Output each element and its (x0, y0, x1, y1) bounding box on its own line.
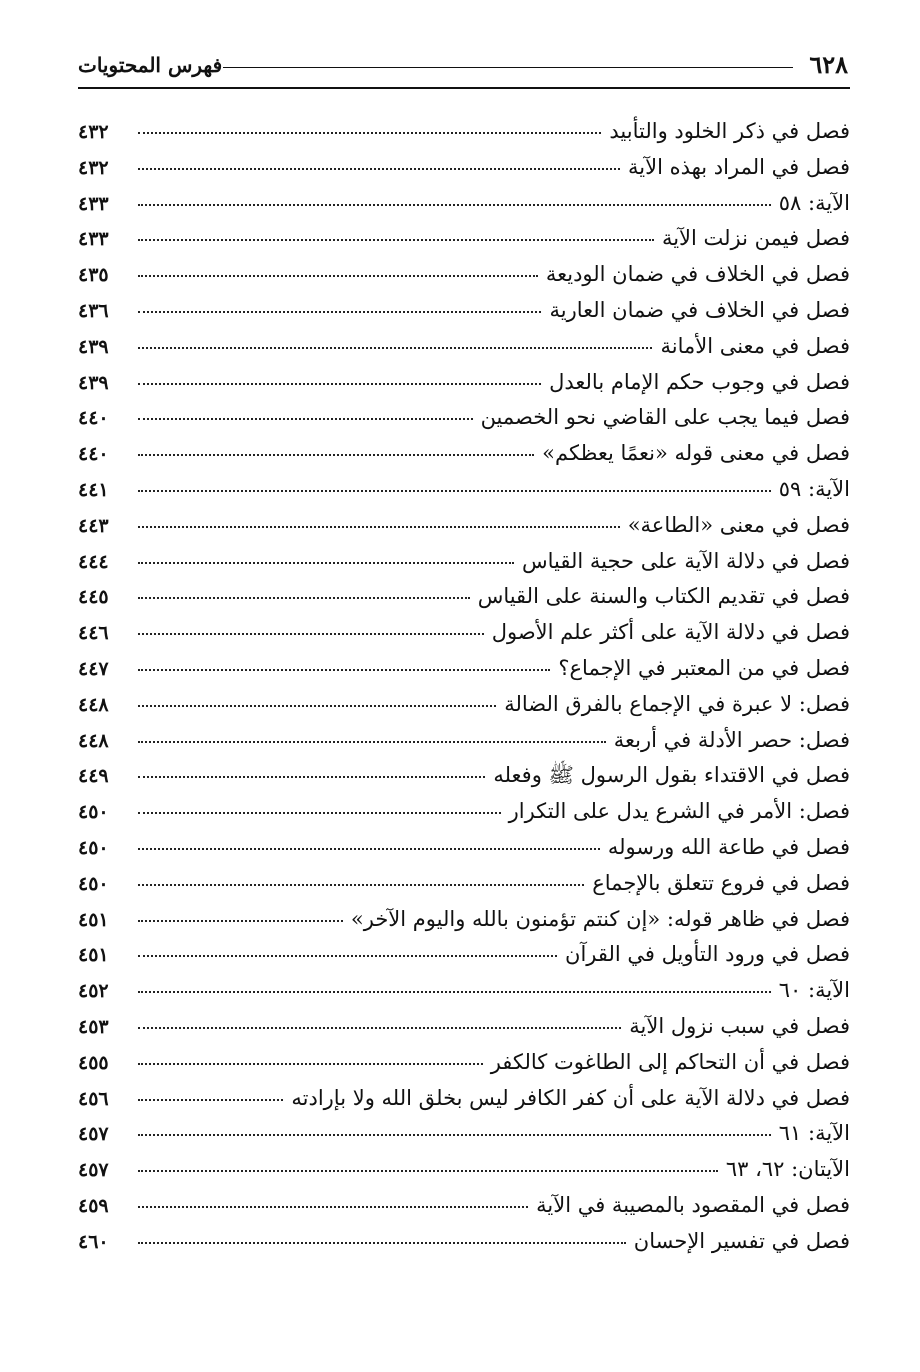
toc-entry (78, 438, 850, 474)
toc-entry-page: ٤٤٤ (78, 550, 109, 573)
toc-entry (78, 367, 850, 403)
toc-entry (78, 546, 850, 582)
toc-entry-page: ٤٤٨ (78, 729, 109, 752)
toc-entry-page: ٤٣٢ (78, 121, 109, 143)
toc-entry-title: فصل في من المعتبر في الإجماع؟ (558, 655, 850, 680)
header-divider (223, 67, 793, 68)
toc-entry-title: فصل في المراد بهذه الآية (627, 154, 850, 179)
toc-entry-page: ٤٤٣ (78, 514, 109, 537)
toc-entry (78, 259, 850, 295)
toc-entry (78, 1047, 850, 1083)
dot-leader (138, 416, 473, 420)
dot-leader (138, 166, 620, 170)
dot-leader (138, 739, 606, 743)
toc-entry (78, 152, 850, 188)
toc-entry (78, 725, 850, 761)
dot-leader (138, 309, 541, 313)
toc-entry-title: فصل في دلالة الآية على أكثر علم الأصول (491, 620, 850, 645)
toc-entry (78, 832, 850, 868)
toc-entry (78, 1226, 850, 1262)
toc-entry-title: فصل في أن التحاكم إلى الطاغوت كالكفر (490, 1049, 850, 1074)
dot-leader (138, 667, 550, 671)
toc-entry (78, 617, 850, 653)
toc-entry-page: ٤٥٩ (78, 1194, 109, 1217)
toc-entry (78, 1011, 850, 1047)
toc-entry-page: ٤٤٥ (78, 586, 109, 609)
toc-entry-title: الآية: ٥٨ (778, 190, 850, 215)
dot-leader (138, 560, 514, 564)
toc-entry-page: ٤٥٦ (78, 1087, 109, 1110)
toc-entry-title: فصل في ذكر الخلود والتأبيد (609, 119, 850, 143)
toc-entry-title: فصل في تقديم الكتاب والسنة على القياس (477, 584, 850, 609)
toc-entry (78, 223, 850, 259)
toc-entry-title: فصل في معنى الأمانة (660, 333, 850, 358)
toc-entry-page: ٤٣٥ (78, 264, 109, 287)
toc-entry (78, 653, 850, 689)
toc-entry-title: الآية: ٦١ (778, 1121, 850, 1146)
header-rule (78, 87, 850, 89)
toc-entry-title: فصل في دلالة الآية على حجية القياس (522, 548, 850, 573)
toc-entry-title: فصل في دلالة الآية على أن كفر الكافر ليس بخلق الله ولا بإرادته (291, 1085, 850, 1110)
toc-entry-page: ٤٤١ (78, 478, 109, 501)
toc-entry-page: ٤٤٧ (78, 657, 109, 680)
dot-leader (138, 1132, 771, 1136)
toc-entry (78, 1118, 850, 1154)
toc-entry (78, 939, 850, 975)
toc-entry-page: ٤٣٩ (78, 335, 109, 358)
toc-entry (78, 474, 850, 510)
toc-entry-page: ٤٤٨ (78, 693, 109, 716)
toc-entry-page: ٤٥١ (78, 944, 109, 967)
dot-leader (138, 130, 601, 134)
toc-entry (78, 510, 850, 546)
toc-entry-page: ٤٦٠ (78, 1230, 109, 1253)
toc-entry (78, 975, 850, 1011)
toc-entry (78, 188, 850, 224)
toc-entry (78, 689, 850, 725)
toc-entry-page: ٤٥٠ (78, 872, 109, 895)
toc-entry (78, 868, 850, 904)
toc-entry-title: فصل: حصر الأدلة في أربعة (613, 727, 850, 752)
dot-leader (138, 1168, 718, 1172)
dot-leader (138, 202, 771, 206)
toc-entry-page: ٤٣٩ (78, 371, 109, 394)
dot-leader (138, 381, 541, 385)
toc-entry-page: ٤٥٣ (78, 1015, 109, 1038)
toc-entry-title: الآية: ٦٠ (778, 978, 850, 1003)
toc-entry-page: ٤٥٧ (78, 1159, 109, 1182)
dot-leader (138, 1204, 528, 1208)
page-header (78, 50, 848, 88)
toc-entry (78, 581, 850, 617)
toc-entry-title: فصل في طاعة الله ورسوله (607, 834, 850, 859)
toc-entry-page: ٤٣٣ (78, 228, 109, 251)
toc-entry-title: فصل في الاقتداء بقول الرسول ﷺ وفعله (493, 763, 850, 788)
toc-entry-page: ٤٤٠ (78, 407, 109, 430)
toc-entry (78, 116, 850, 152)
dot-leader (138, 1061, 483, 1065)
dot-leader (138, 918, 343, 922)
dot-leader (138, 488, 771, 492)
toc-entry (78, 760, 850, 796)
toc-entry-page: ٤٥٥ (78, 1051, 109, 1074)
toc-entry-title: فصل فيما يجب على القاضي نحو الخصمين (480, 405, 850, 430)
toc-entry-page: ٤٤٠ (78, 443, 109, 466)
toc-entry-page: ٤٣٢ (78, 156, 109, 179)
dot-leader (138, 345, 652, 349)
toc-entry (78, 402, 850, 438)
dot-leader (138, 1025, 621, 1029)
toc-entry (78, 1083, 850, 1119)
toc-entry-page: ٤٣٦ (78, 299, 109, 322)
dot-leader (138, 810, 501, 814)
toc-entry-page: ٤٤٩ (78, 765, 109, 788)
toc-entry (78, 331, 850, 367)
toc-entry-page: ٤٤٦ (78, 622, 109, 645)
toc-entry (78, 1190, 850, 1226)
dot-leader (138, 1240, 626, 1244)
dot-leader (138, 774, 485, 778)
toc-entry-title: فصل في معنى «الطاعة» (627, 512, 850, 537)
toc-entry-title: فصل في وجوب حكم الإمام بالعدل (549, 369, 850, 394)
toc-entry-page: ٤٣٣ (78, 192, 109, 215)
toc-entry-title: فصل في تفسير الإحسان (633, 1228, 850, 1253)
running-title: فهرس المحتويات (78, 53, 223, 77)
dot-leader (138, 882, 584, 886)
toc-entry (78, 904, 850, 940)
toc-entry-title: فصل: الأمر في الشرع يدل على التكرار (508, 799, 850, 824)
toc-entry-title: فصل في الخلاف في ضمان الوديعة (545, 262, 850, 287)
toc-entry-title: فصل في سبب نزول الآية (629, 1013, 850, 1038)
dot-leader (138, 703, 496, 707)
toc-entry-title: فصل في المقصود بالمصيبة في الآية (536, 1192, 850, 1217)
toc-entry-title: فصل في معنى قوله «نعمًا يعظكم» (542, 441, 850, 466)
dot-leader (138, 595, 470, 599)
table-of-contents (78, 116, 850, 1262)
toc-entry (78, 796, 850, 832)
toc-entry-title: فصل في الخلاف في ضمان العارية (549, 297, 850, 322)
dot-leader (138, 1097, 283, 1101)
dot-leader (138, 953, 557, 957)
toc-entry-title: فصل في ورود التأويل في القرآن (565, 942, 850, 967)
toc-entry-page: ٤٥٢ (78, 980, 109, 1003)
toc-entry-title: الآيتان: ٦٢، ٦٣ (725, 1157, 850, 1182)
toc-entry-page: ٤٥١ (78, 908, 109, 931)
toc-entry (78, 1154, 850, 1190)
dot-leader (138, 237, 654, 241)
page-number: ٦٢٨ (809, 50, 848, 79)
toc-entry-page: ٤٥٠ (78, 836, 109, 859)
toc-entry-title: فصل في ظاهر قوله: «إن كنتم تؤمنون بالله واليوم الآخر» (350, 906, 850, 931)
dot-leader (138, 846, 600, 850)
toc-entry-title: الآية: ٥٩ (778, 476, 850, 501)
toc-entry-page: ٤٥٠ (78, 801, 109, 824)
dot-leader (138, 452, 534, 456)
dot-leader (138, 524, 620, 528)
toc-entry-title: فصل: لا عبرة في الإجماع بالفرق الضالة (504, 691, 850, 716)
dot-leader (138, 273, 538, 277)
toc-entry (78, 295, 850, 331)
toc-entry-title: فصل في فروع تتعلق بالإجماع (592, 870, 850, 895)
dot-leader (138, 631, 484, 635)
dot-leader (138, 989, 771, 993)
toc-entry-page: ٤٥٧ (78, 1123, 109, 1146)
toc-entry-title: فصل فيمن نزلت الآية (661, 226, 850, 251)
